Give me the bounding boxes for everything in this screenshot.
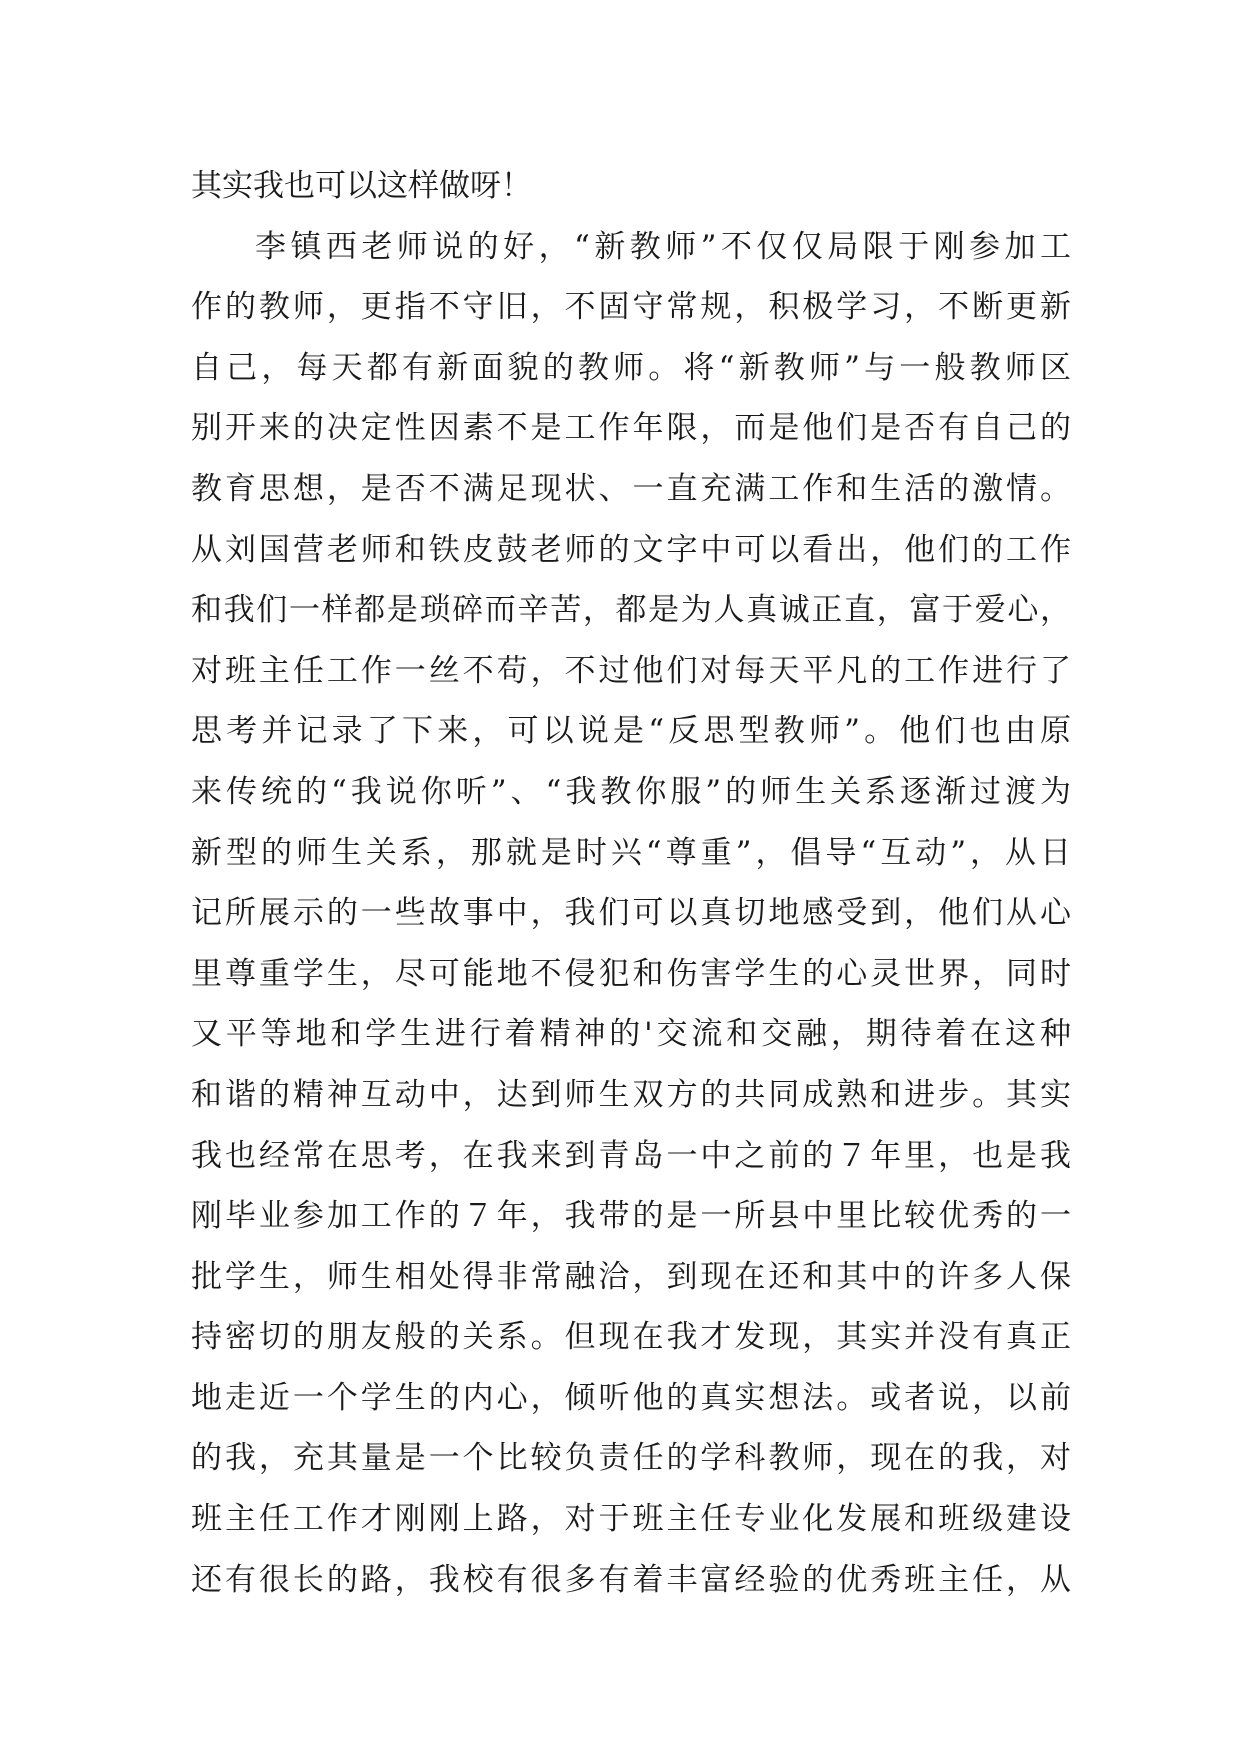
text-line: 从刘国营老师和铁皮鼓老师的文字中可以看出，他们的工作 <box>191 531 1071 568</box>
text-line: 班主任工作才刚刚上路，对于班主任专业化发展和班级建设 <box>191 1501 1071 1538</box>
text-line: 作的教师，更指不守旧，不固守常规，积极学习，不断更新 <box>191 289 1071 326</box>
text-line: 持密切的朋友般的关系。但现在我才发现，其实并没有真正 <box>191 1319 1071 1356</box>
text-line: 新型的师生关系，那就是时兴“尊重”，倡导“互动”，从日 <box>191 834 1071 871</box>
text-line: 和谐的精神互动中，达到师生双方的共同成熟和进步。其实 <box>191 1076 1071 1113</box>
text-line: 我也经常在思考，在我来到青岛一中之前的７年里，也是我 <box>191 1137 1071 1174</box>
text-line: 批学生，师生相处得非常融洽，到现在还和其中的许多人保 <box>191 1258 1071 1295</box>
text-line: 来传统的“我说你听”、“我教你服”的师生关系逐渐过渡为 <box>191 773 1071 810</box>
text-line: 对班主任工作一丝不苟，不过他们对每天平凡的工作进行了 <box>191 652 1071 689</box>
text-line: 的我，充其量是一个比较负责任的学科教师，现在的我，对 <box>191 1440 1071 1477</box>
document-body <box>191 156 1071 1610</box>
text-line: 思考并记录了下来，可以说是“反思型教师”。他们也由原 <box>191 713 1071 750</box>
text-line: 刚毕业参加工作的７年，我带的是一所县中里比较优秀的一 <box>191 1198 1071 1235</box>
text-line: 又平等地和学生进行着精神的'交流和交融，期待着在这种 <box>191 1016 1071 1053</box>
text-line: 其实我也可以这样做呀！ <box>191 168 532 204</box>
text-line: 自己，每天都有新面貌的教师。将“新教师”与一般教师区 <box>191 349 1071 386</box>
text-line: 李镇西老师说的好，“新教师”不仅仅局限于刚参加工 <box>255 228 1071 265</box>
text-line: 和我们一样都是琐碎而辛苦，都是为人真诚正直，富于爱心， <box>191 592 1071 629</box>
text-line: 别开来的决定性因素不是工作年限，而是他们是否有自己的 <box>191 410 1071 447</box>
text-line: 地走近一个学生的内心，倾听他的真实想法。或者说，以前 <box>191 1379 1071 1416</box>
text-line: 还有很长的路，我校有很多有着丰富经验的优秀班主任，从 <box>191 1561 1071 1598</box>
text-line: 里尊重学生，尽可能地不侵犯和伤害学生的心灵世界，同时 <box>191 955 1071 992</box>
text-line: 教育思想，是否不满足现状、一直充满工作和生活的激情。 <box>191 470 1071 507</box>
text-line: 记所展示的一些故事中，我们可以真切地感受到，他们从心 <box>191 895 1071 932</box>
